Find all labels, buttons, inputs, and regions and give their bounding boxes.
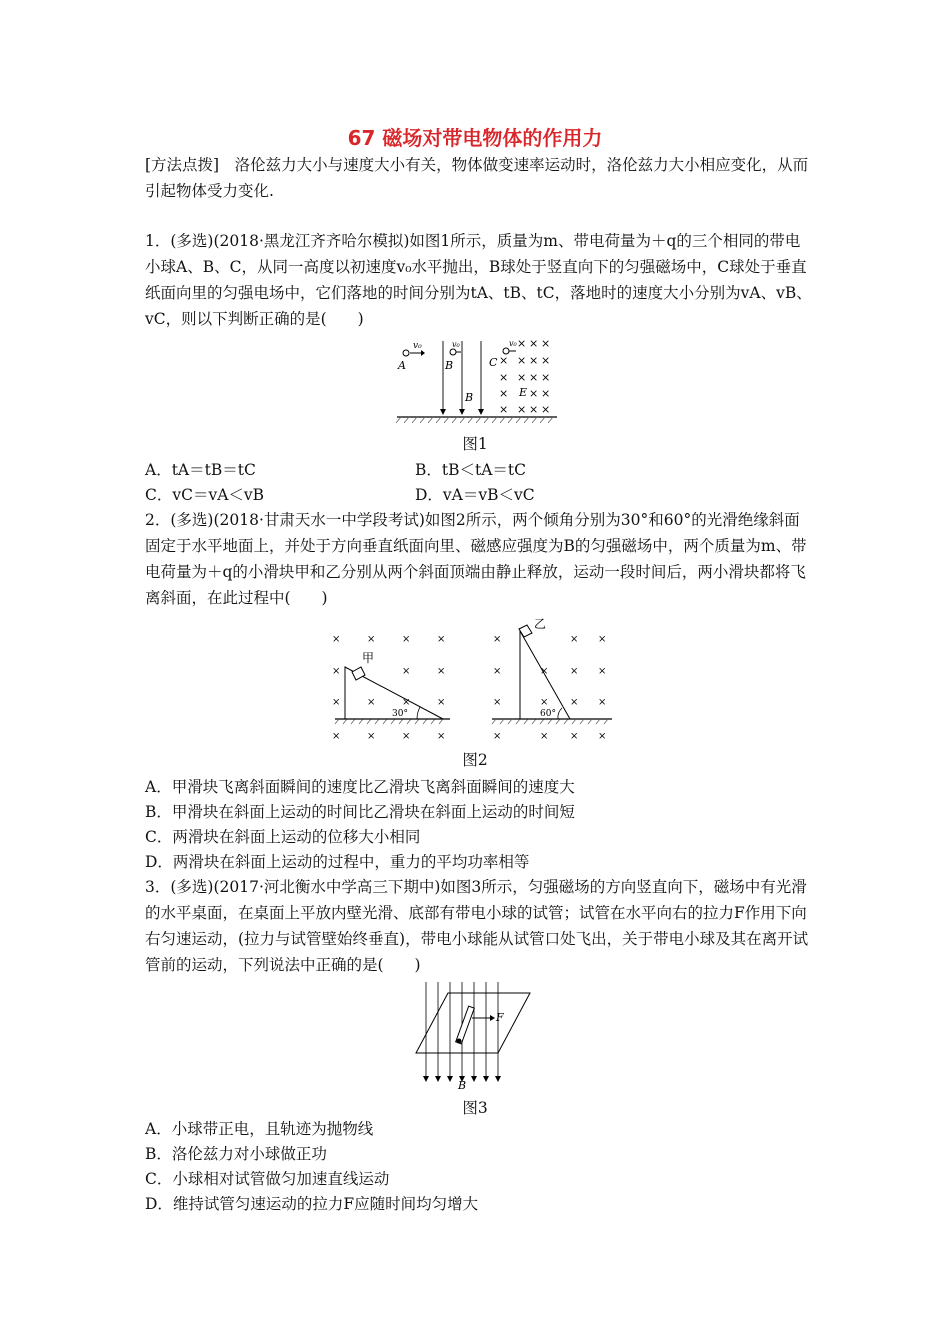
fig1-cross: × xyxy=(541,403,551,416)
fig1-v0-ball-a: v₀ xyxy=(413,341,422,351)
fig1-cross: × xyxy=(517,354,527,367)
fig1-cross: × xyxy=(529,337,539,350)
fig1-cross: × xyxy=(517,403,527,416)
fig1-cross: × xyxy=(499,371,509,384)
q2-option-a: A．甲滑块飞离斜面瞬间的速度比乙滑块飞离斜面瞬间的速度大 xyxy=(145,778,575,796)
fig2-cross: × xyxy=(540,697,549,708)
q1-option-c: C．vC＝vA＜vB xyxy=(145,486,265,504)
figure-3-caption: 图3 xyxy=(462,1099,488,1117)
fig2-cross: × xyxy=(493,731,502,742)
question-2-stem: 2．(多选)(2018·甘肃天水一中学段考试)如图2所示，两个倾角分别为30°和60°的光滑绝缘斜面固定于水平地面上，并处于方向垂直纸面向里、磁感应强度为B的匀强磁场中，两个质量为m、带电荷量为＋q的小滑块甲和乙分别从两个斜面顶端由静止释放，运动一段时间后，两小滑块都将飞离斜面，在此过程中( ) xyxy=(145,511,807,607)
fig1-cross: × xyxy=(541,387,551,400)
q3-option-a: A．小球带正电，且轨迹为抛物线 xyxy=(145,1120,374,1138)
fig1-label-b: B xyxy=(445,359,454,372)
fig1-field-e-label: E xyxy=(519,386,528,399)
method-tip: [方法点拨] 洛伦兹力大小与速度大小有关，物体做变速率运动时，洛伦兹力大小相应变化，从而引起物体受力变化. xyxy=(145,156,809,200)
figure-1-caption: 图1 xyxy=(462,435,488,453)
fig2-cross: × xyxy=(493,697,502,708)
q1-option-a: A．tA＝tB＝tC xyxy=(145,461,256,479)
question-1-stem: 1．(多选)(2018·黑龙江齐齐哈尔模拟)如图1所示，质量为m、带电荷量为＋q的三个相同的带电小球A、B、C，从同一高度以初速度v₀水平抛出，B球处于竖直向下的匀强磁场中，C球处于垂直纸面向里的匀强电场中，它们落地的时间分别为tA、tB、tC，落地时的速度大小分别为vA、vB、vC，则以下判断正确的是( ) xyxy=(145,232,812,328)
fig2-label-yi: 乙 xyxy=(534,618,547,631)
fig1-cross: × xyxy=(529,354,539,367)
fig2-cross: × xyxy=(332,666,341,677)
fig2-cross: × xyxy=(598,731,607,742)
fig3-force-label: F xyxy=(496,1011,504,1024)
fig2-cross: × xyxy=(367,634,376,645)
fig2-cross: × xyxy=(367,731,376,742)
figure-2-right xyxy=(490,618,615,745)
fig2-cross: × xyxy=(598,634,607,645)
fig2-cross: × xyxy=(402,666,411,677)
q2-option-b: B．甲滑块在斜面上运动的时间比乙滑块在斜面上运动的时间短 xyxy=(145,803,575,821)
fig2-label-jia: 甲 xyxy=(362,651,375,665)
figure-3 xyxy=(410,978,540,1090)
q2-option-d: D．两滑块在斜面上运动的过程中，重力的平均功率相等 xyxy=(145,853,530,871)
q1-option-b: B．tB＜tA＝tC xyxy=(415,461,527,479)
q2-option-c: C．两滑块在斜面上运动的位移大小相同 xyxy=(145,828,421,846)
fig2-cross: × xyxy=(540,666,549,677)
question-3-stem: 3．(多选)(2017·河北衡水中学高三下期中)如图3所示，匀强磁场的方向竖直向下，磁场中有光滑的水平桌面，在桌面上平放内壁光滑、底部有带电小球的试管；试管在水平向右的拉力F作用下向右匀速运动，(拉力与试管壁始终垂直)，带电小球能从试管口处飞出，关于带电小球及其在离开试管前的运动，下列说法中正确的是( ) xyxy=(145,878,809,974)
q1-option-d: D．vA＝vB＜vC xyxy=(415,486,535,504)
fig2-cross: × xyxy=(402,697,411,708)
page-title: 67 磁场对带电物体的作用力 xyxy=(347,126,603,150)
fig2-cross: × xyxy=(570,731,579,742)
q3-option-d: D．维持试管匀速运动的拉力F应随时间均匀增大 xyxy=(145,1195,479,1213)
fig2-cross: × xyxy=(598,666,607,677)
fig1-cross: × xyxy=(499,403,509,416)
fig2-cross: × xyxy=(367,697,376,708)
fig2-cross: × xyxy=(437,634,446,645)
fig2-cross: × xyxy=(570,697,579,708)
fig1-v0-ball-b: v₀ xyxy=(452,340,460,349)
fig2-cross: × xyxy=(437,697,446,708)
fig1-field-b-label: B xyxy=(465,391,474,404)
fig2-cross: × xyxy=(402,634,411,645)
figure-1 xyxy=(395,333,560,428)
fig2-angle-60: 60° xyxy=(540,709,556,719)
figure-2-left xyxy=(325,625,455,745)
fig2-cross: × xyxy=(493,666,502,677)
fig2-cross: × xyxy=(570,666,579,677)
fig1-cross: × xyxy=(541,354,551,367)
fig2-cross: × xyxy=(332,731,341,742)
fig2-cross: × xyxy=(540,731,549,742)
fig1-cross: × xyxy=(499,387,509,400)
fig2-cross: × xyxy=(598,697,607,708)
fig2-cross: × xyxy=(332,697,341,708)
q3-option-b: B．洛伦兹力对小球做正功 xyxy=(145,1145,327,1163)
fig1-cross: × xyxy=(499,354,509,367)
figure-2-caption: 图2 xyxy=(462,751,488,769)
fig1-label-a: A xyxy=(398,359,406,372)
fig1-cross: × xyxy=(517,337,527,350)
fig1-cross: × xyxy=(529,403,539,416)
fig2-angle-30: 30° xyxy=(392,709,408,719)
fig3-field-label: B xyxy=(458,1079,467,1090)
fig2-cross: × xyxy=(402,731,411,742)
fig2-cross: × xyxy=(570,634,579,645)
fig2-cross: × xyxy=(437,731,446,742)
fig2-cross: × xyxy=(332,634,341,645)
fig2-cross: × xyxy=(493,634,502,645)
fig1-cross: × xyxy=(517,371,527,384)
fig2-cross: × xyxy=(437,666,446,677)
fig1-cross: × xyxy=(541,337,551,350)
fig1-v0-ball-c: v₀ xyxy=(509,339,517,348)
fig1-cross: × xyxy=(529,371,539,384)
fig1-cross: × xyxy=(541,371,551,384)
fig1-label-c: C xyxy=(489,356,498,369)
q3-option-c: C．小球相对试管做匀加速直线运动 xyxy=(145,1170,390,1188)
fig1-cross: × xyxy=(529,387,539,400)
